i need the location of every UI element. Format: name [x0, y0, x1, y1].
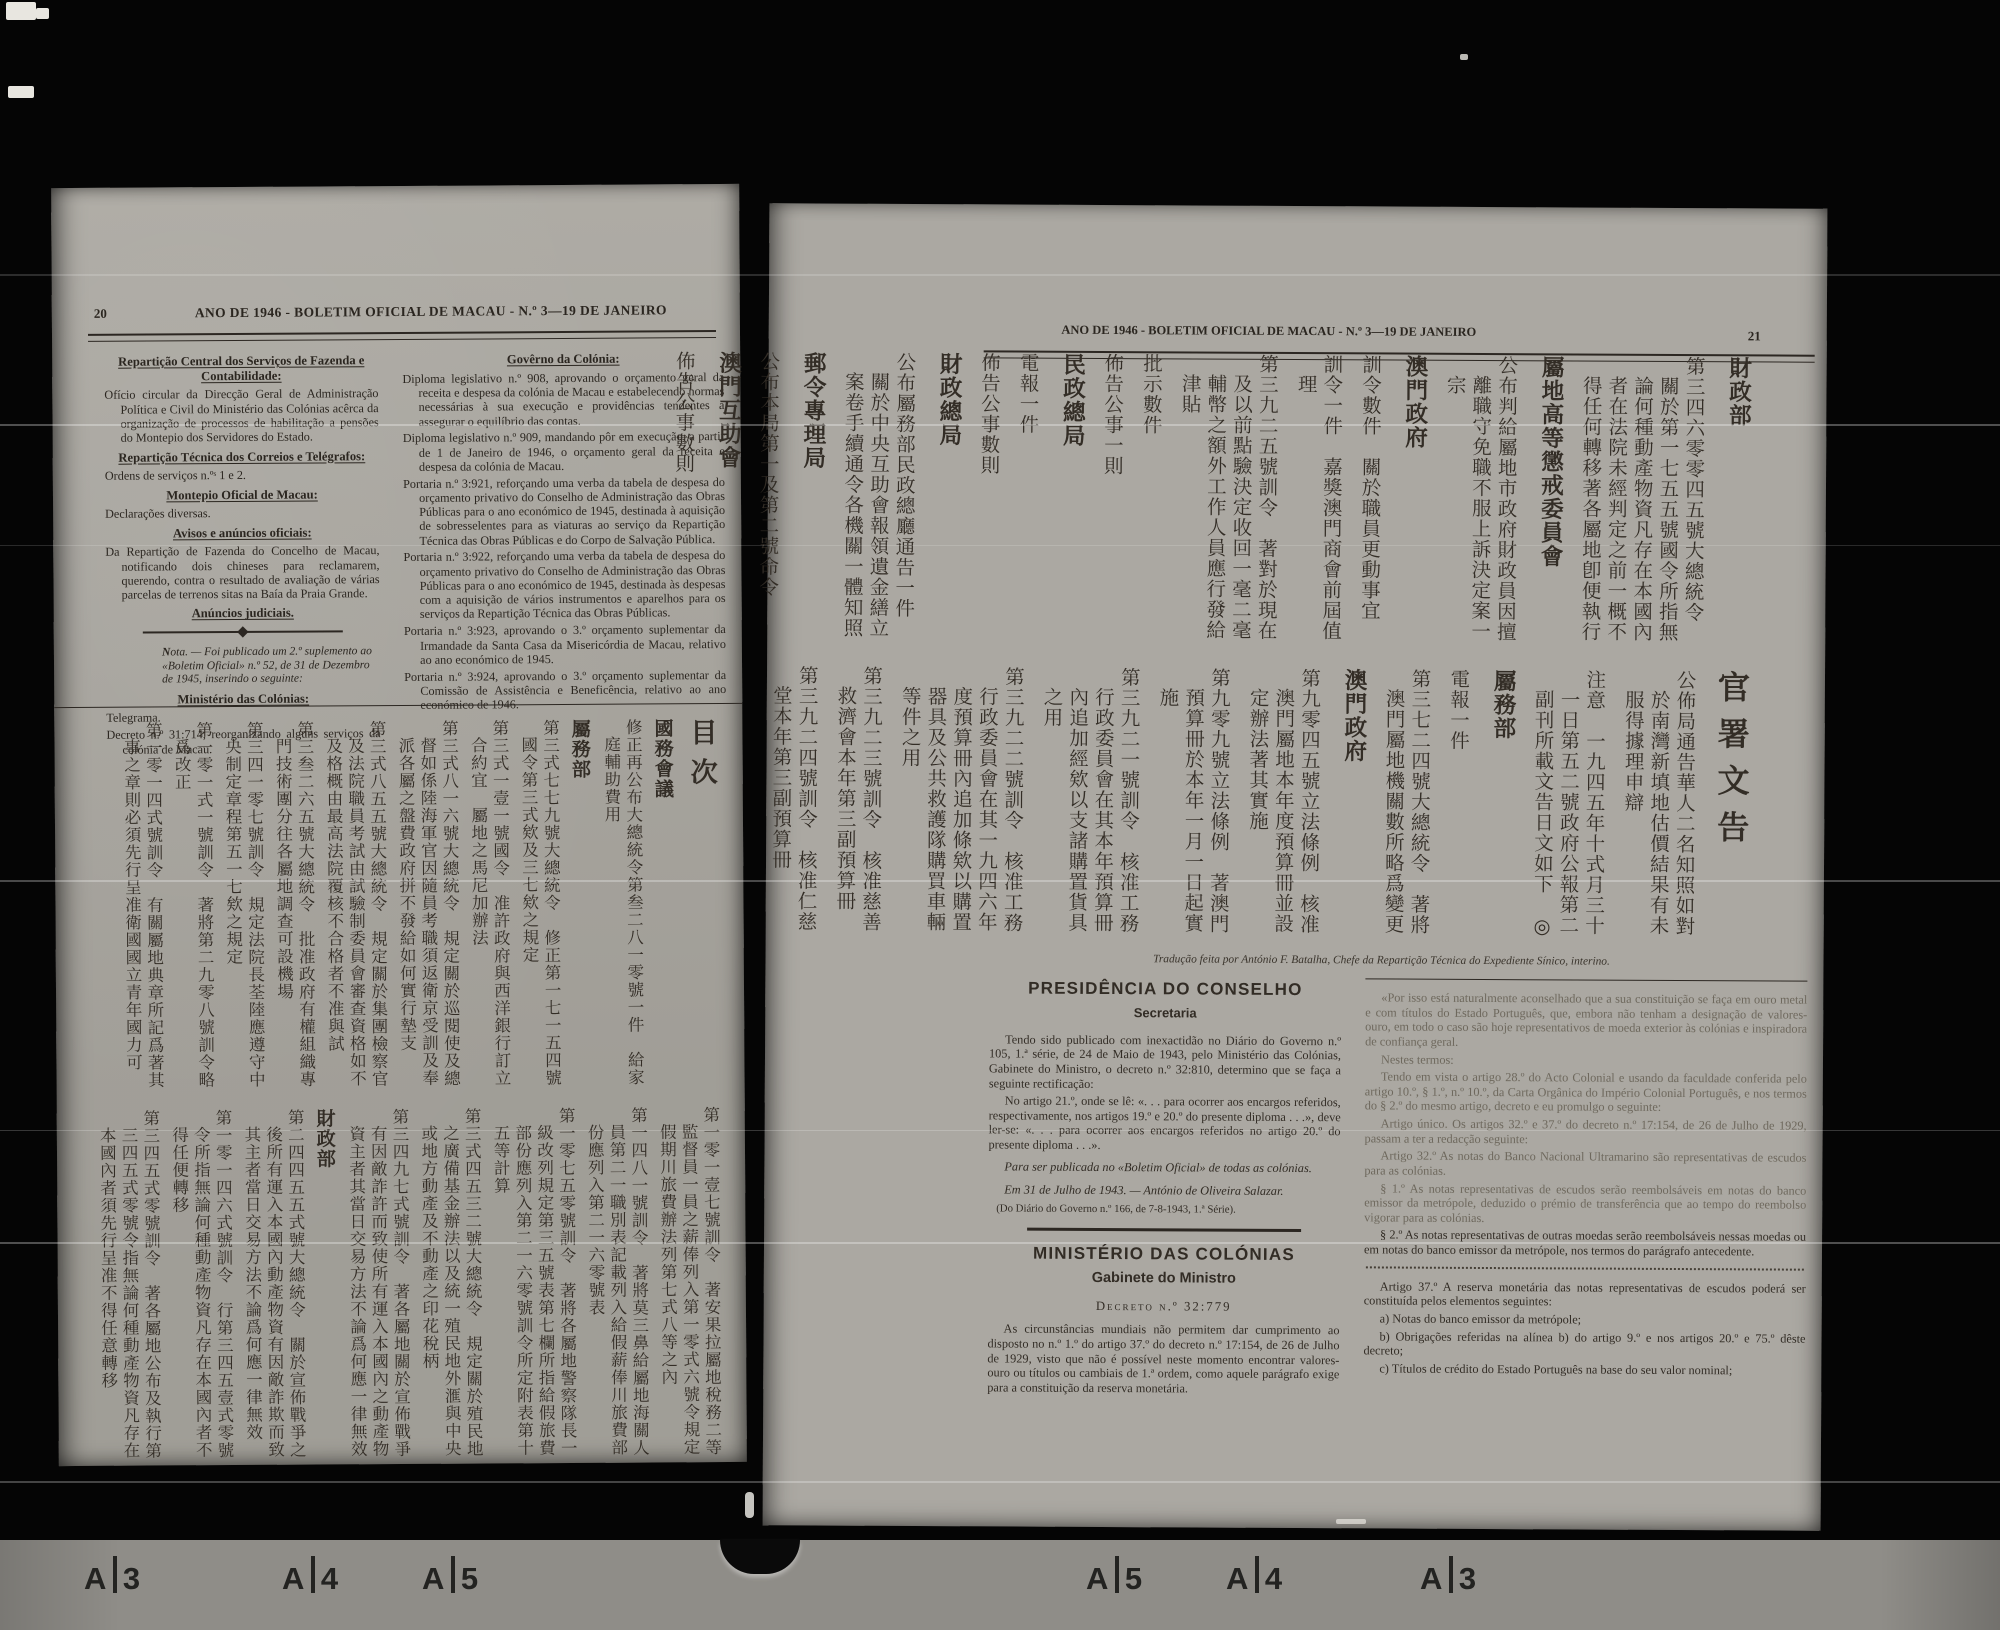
toc-entry: Repartição Central dos Serviços de Fazenda e Contabilidade:: [118, 353, 365, 383]
decree-text-block: Artigo único. Os artigos 32.º e 37.º do decreto n.º 17:154, de 26 de Julho de 1929, passam a ter a redacção seguinte:: [1364, 1116, 1807, 1146]
marker-digit: 4: [1264, 1561, 1284, 1596]
chinese-column-entry: 第三叁二六五號大總統令 批准政府有權組織專門技術團分往各屬地調查可設機場: [273, 720, 316, 1089]
chinese-column-entry: 佈告公事一則: [1100, 352, 1125, 477]
chinese-column-entry: 第三式七七九號大總統令 修正第一七一五四號國令第三式欸及三七欸之規定: [518, 719, 562, 1087]
toc-entry: Portaria n.º 3:921, reforçando uma verba da tabela de despesa do orçamento privativo do Conselho de Administração das Obras Públicas para o ano económico de 1945, destinada à aquisição de sobresselentes para as viaturas ao serviço da Repartição Técnica das Obras Públicas e do Corpo de Salvação Pública.: [403, 474, 726, 548]
film-frame-marker: [1420, 1556, 1477, 1597]
toc-entry: Decreto n.º 31:714, reorganizando alguns serviços da colónia de Macau.: [106, 726, 381, 757]
decree-text-block: Tendo sido publicado com inexactidão no Diário do Governo n.º 105, 1.ª série, de 24 de Maio de 1943, pelo Ministério das Colónias, Gabinete do Ministro, o decreto n.º 32:810, determino que se faça a seguinte rectificação:: [988, 1032, 1342, 1091]
marker-bar-icon: [311, 1556, 315, 1593]
marker-letter: A: [1226, 1561, 1250, 1596]
chinese-column-entry: 第九零四五號立法條例 核准澳門屬地本年度預算冊並設定辦法著其實施: [1245, 668, 1322, 935]
chinese-index-band-lower: [87, 1106, 723, 1460]
decree-text-block: Tendo em vista o artigo 28.º do Acto Colonial e usando da faculdade conferida pelo artigo 10.º, § 1.º, n.º 10.º, da Carta Orgânica do Império Colonial Português, e nos termos do § 2.º do mesmo artigo, decreto e eu promulgo o seguinte:: [1364, 1069, 1807, 1115]
chinese-column-entry: 第三式四五三二號大總統令 規定關於殖民地之廣備基金辦法以及統一殖民地外滙與中央或地方動產及不動產之印花稅柄: [418, 1107, 484, 1458]
right-running-head: [769, 321, 1827, 347]
chinese-column-entry: 第一零一壹七號訓令 著安果拉屬地稅務二等監督員一員之薪俸列入第一零式六號令規定假期川旅費辦法列第七式八等之內: [657, 1106, 722, 1457]
film-frame-marker: [1086, 1556, 1143, 1597]
decree-text-block: Artigo 32.º As notas do Banco Nacional Ultramarino são representativas de escudos para as colónias.: [1364, 1148, 1807, 1178]
chinese-summary-band-lower: [768, 665, 1753, 952]
chinese-column-entry: 佈告公事數則: [977, 352, 1002, 476]
toc-entry: Ofício circular da Direcção Geral de Administração Política e Civil do Ministério das Colónias acêrca da organização de processos de habilitação a pensões do Montepio dos Servidores do Estado.: [104, 386, 379, 445]
chinese-summary-band-upper: [672, 350, 1755, 662]
decree-text-block: PRESIDÊNCIA DO CONSELHO: [1028, 978, 1303, 1000]
marker-bar-icon: [1255, 1556, 1259, 1593]
chinese-column-entry: 第九零九號立法條例 著澳門預算冊於本年一月一日起實施: [1156, 667, 1232, 935]
chinese-column-entry: 注意 一九四五年十式月三十一日第五二號政府公報第二副刊所載文告日文如下 ◎: [1530, 669, 1607, 939]
chinese-column-entry: 澳門政府: [1340, 668, 1368, 763]
chinese-column-entry: 第三四六零零四五號大總統令 關於第一七五五號國令所指無論何種動產物資凡存在本國內者在法院未經判定之前一概不得任何轉移著各屬地卽便執行: [1578, 356, 1706, 644]
chinese-index-band-upper: [84, 718, 720, 1094]
decree-text-block: § 1.º As notas representativas de escudos serão reembolsáveis em notas do banco emissor da metrópole, deduzido o prémio de transferência que ao tempo do reembolso vigorar para as colónias.: [1364, 1180, 1807, 1225]
toc-entry: Portaria n.º 3:922, reforçando uma verba da tabela de despesa do orçamento privativo do Conselho de Administração das Obras Públicas para o ano económico de 1945, destinada às despesas com a aquisição de vários instrumentos e aparelhos para os serviços da Repartição Técnica das Obras Públicas.: [403, 548, 726, 622]
marker-letter: A: [84, 1561, 108, 1596]
toc-entry: Portaria n.º 3:924, aprovando o 3.º orçamento suplementar da Comissão de Assistência e Beneficência, relativo ao ano económico de 1946.: [404, 667, 727, 712]
chinese-column-entry: 公布屬務部民政總廳通告一件 關於中央互助會報領遺金繕立案卷手續通令各機關一體知照: [840, 351, 917, 640]
chinese-column-entry: 第三九二二號訓令 核准工務行政委員會在其一九四六年度預算冊內追加條欸以購置器具及公共救護隊購買車輛等件之用: [898, 666, 1025, 934]
chinese-column-entry: 民政總局: [1059, 352, 1086, 448]
decree-column-right: [1363, 978, 1807, 1402]
portuguese-toc: [104, 346, 726, 759]
decree-text-block: c) Títulos de crédito do Estado Português na base do seu valor nominal;: [1379, 1361, 1733, 1378]
decree-text-block: b) Obrigações referidas na alínea b) do artigo 9.º e nos artigos 20.º e 75.º dêste decreto;: [1363, 1328, 1806, 1358]
chinese-column-entry: 佈告公事數則: [672, 350, 696, 474]
chinese-column-entry: 第一零一四式號訓令 有關屬地典章所記爲著其事之章則必須先行呈准衛國國立青年國力可: [121, 721, 165, 1090]
decree-text-block: No artigo 21.º, onde se lê: «. . . para ocorrer aos encargos referidos, respectivamente, nos artigos 19.º e 20.º do presente diploma . . .», deve ler-se: «. . . para ocorrer aos encargos referidos no artigo 20.º do presente diploma . . .».: [988, 1093, 1341, 1153]
marker-bar-icon: [1115, 1556, 1119, 1593]
right-page-title: ANO DE 1946 - BOLETIM OFICIAL DE MACAU - N.º 3—19 DE JANEIRO: [1061, 322, 1477, 339]
toc-left-column: [104, 348, 381, 759]
film-edge-strip: [0, 1540, 2000, 1630]
decree-column-left: [987, 976, 1341, 1399]
film-speck: [745, 1492, 754, 1518]
marker-digit: 5: [460, 1561, 480, 1596]
marker-digit: 5: [1124, 1561, 1144, 1596]
toc-entry: Diploma legislativo n.º 909, mandando pôr em execução, a partir de 1 de Janeiro de 1946, o orçamento geral da receita e despesa da colónia de Macau.: [402, 429, 725, 474]
toc-entry: Avisos e anúncios oficiais:: [172, 525, 312, 540]
toc-entry: Ministério das Colónias:: [177, 691, 310, 707]
chinese-column-entry: 郵令專理局: [799, 351, 827, 470]
chinese-column-entry: 第三七二四號大總統令 著將澳門屬地機關數所略爲變更: [1381, 668, 1432, 936]
chinese-column-entry: 第三四九七式號訓令 著各屬地關於宣佈戰爭有因敵詐許而致使所有運入本國內之動產物資主者其當日交易方法不論爲何應一律無效: [346, 1107, 411, 1459]
chinese-column-entry: 屬務部: [568, 718, 593, 780]
film-speck: [1336, 1519, 1366, 1524]
film-notch: [720, 1540, 800, 1574]
decree-text-block: [1366, 1266, 1804, 1272]
chinese-column-entry: 公布本局第一及第二號命令: [756, 351, 781, 598]
chinese-column-entry: 第一零一式一號訓令 著將第二九零八號訓令略爲改正: [171, 721, 215, 1089]
chinese-column-entry: 公布判給屬地市政府財政員因擅離職守免職不服上訴決定案一宗: [1443, 355, 1519, 643]
decree-text-block: Gabinete do Ministro: [1091, 1269, 1236, 1287]
toc-entry: Portaria n.º 3:923, aprovando o 3.º orçamento suplementar da Irmandade da Santa Casa da Misericórdia de Macau, relativo ao ano económico de 1945.: [403, 622, 726, 667]
left-head-rule: [88, 330, 716, 342]
marker-digit: 3: [122, 1561, 142, 1596]
right-page-number: 21: [1747, 328, 1761, 344]
toc-entry: Montepio Oficial de Macau:: [166, 487, 318, 502]
chinese-column-entry: 第二四四五五式號大總統令 關於宣佈戰爭之後所有運入本國內動產物資有因敵詐欺而致其主者當日交易方法不論爲何應一律無效: [241, 1108, 307, 1459]
chinese-column-entry: 電報一件: [1016, 352, 1040, 435]
decree-text-block: As circunstâncias mundiais não permitem dar cumprimento ao disposto no n.º 1.º do artigo 37.º do decreto n.º 17:154, de 26 de Julho de 1929, visto que não é possível neste momento encontrar valores-ouro ou títulos ou cambiais de 1.ª ordem, como aquele parágrafo exige para a constituição da reserva monetária.: [987, 1321, 1340, 1396]
left-running-head: [94, 302, 712, 322]
decree-text-block: «Por isso está naturalmente aconselhado que a sua constituição se faça em ouro metal e com títulos do Estado Português, que, embora não tenham a designação de valores-ouro, em todo o caso são hoje representativos de moeda exterior às colónias e inspiradora de confiança geral.: [1365, 990, 1808, 1049]
chinese-column-entry: 第三式八五五號大總統令 規定關於集團檢察官及法院職員考試由試驗制委員會審查資格如不及格概由最高法院覆核不合格者不准與試: [323, 720, 389, 1088]
decree-text-block: § 2.º As notas representativas de outras moedas serão reembolsáveis nessas moedas ou em notas do banco emissor da metrópole, nos termos do parágrafo antecedente.: [1363, 1227, 1807, 1259]
film-speck: [36, 8, 49, 19]
decree-text-block: [1027, 1227, 1302, 1232]
marker-letter: A: [1420, 1561, 1444, 1596]
film-frame-marker: [422, 1556, 479, 1597]
chinese-column-entry: 財政部: [1725, 356, 1752, 428]
decree-text-block: Secretaria: [1133, 1005, 1197, 1021]
toc-entry: Telegrama.: [106, 710, 161, 726]
marker-digit: 3: [1458, 1561, 1478, 1596]
marker-letter: A: [282, 1561, 306, 1596]
toc-entry: Diploma legislativo n.º 908, aprovando o orçamento geral da receita e despesa da colónia de Macau e estabelecendo normas necessárias à sua execução e providências tendentes a assegurar o equilíbrio das contas.: [402, 369, 725, 429]
chinese-column-entry: 第三式八一六號大總統令 規定關於巡閱使及總督如係陸海軍官因隨員考職須返衛京受訓及奉派各屬之盤費政府拼不發給如何實行墊支: [395, 719, 461, 1088]
chinese-column-entry: 修正再公布大總統令第叁二八一零號一件 給家庭輔助費用: [601, 718, 645, 1087]
film-speck: [8, 86, 34, 98]
left-page-title: ANO DE 1946 - BOLETIM OFICIAL DE MACAU - N.º 3—19 DE JANEIRO: [194, 302, 667, 321]
decree-text-block: Decreto n.º 32:779: [1095, 1299, 1232, 1314]
chinese-column-entry: 訓令數件 關於職員更動事宜: [1357, 354, 1383, 621]
chinese-column-entry: 電報一件: [1446, 668, 1471, 751]
left-page: [51, 184, 747, 1466]
film-frame-marker: [1226, 1556, 1283, 1597]
toc-entry: Declarações diversas.: [105, 506, 211, 522]
toc-entry: Repartição Técnica dos Correios e Telégrafos:: [118, 448, 366, 465]
toc-entry: Govêrno da Colónia:: [506, 351, 620, 367]
decree-text-block: Em 31 de Julho de 1943. — António de Oliveira Salazar.: [1004, 1182, 1284, 1199]
decree-text-block: (Do Diário do Governo n.º 166, de 7-8-1943, 1.ª Série).: [996, 1202, 1236, 1216]
portuguese-decrees: [987, 976, 1807, 1402]
chinese-column-entry: 第一零一四六式號訓令 行第三四五壹式零號令所指無論何種動產物資凡存在本國內者不得任便轉移: [169, 1109, 235, 1460]
chinese-column-entry: 第三四一零七號訓令 規定法院長荃陸應遵守中央制定章程第五一七欸之規定: [222, 720, 266, 1089]
toc-entry: [143, 630, 343, 637]
toc-entry: Nota. — Foi publicado um 2.º suplemento ao «Boletim Oficial» n.º 52, de 31 de Dezembro de 1945, inserindo o seguinte:: [161, 644, 372, 686]
chinese-column-entry: 第三四五式零號訓令 著各屬地公布及執行第三四五式零號令指無論何種動產物資凡存在本國內者須先行呈准不得任意轉移: [97, 1109, 162, 1460]
film-frame-marker: [84, 1556, 141, 1597]
marker-letter: A: [1086, 1561, 1110, 1596]
chinese-column-entry: 屬務部: [1489, 669, 1517, 741]
decree-text-block: Nestes termos:: [1380, 1051, 1454, 1067]
toc-entry: Da Repartição de Fazenda do Concelho de Macau, notificando dois chineses para reclamarem, querendo, contra o resultado de avaliação de várias parcelas de terrenos sitas na Baía da Praia Grande.: [105, 543, 380, 602]
translation-note: Tradução feita por António F. Batalha, Chefe da Repartição Técnica do Expediente Sínico, interino.: [1153, 953, 1610, 968]
chinese-column-entry: 澳門互助會: [715, 350, 742, 470]
marker-bar-icon: [113, 1556, 117, 1593]
chinese-column-entry: 澳門政府: [1401, 354, 1429, 450]
marker-letter: A: [422, 1561, 446, 1596]
chinese-column-entry: 目次: [685, 718, 717, 798]
toc-entry: Anúncios judiciais.: [191, 605, 294, 621]
left-page-number: 20: [93, 305, 107, 321]
chinese-column-entry: 第三式一壹一號國令 准許政府與西洋銀行訂立合約宜 屬地之馬尼加辦法: [468, 719, 512, 1087]
toc-entry: Ordens de serviços n.ºˢ 1 e 2.: [104, 468, 246, 484]
decree-text-block: Artigo 37.º A reserva monetária das notas representativas de escudos poderá ser constituída pelos elementos seguintes:: [1363, 1279, 1806, 1309]
chinese-column-entry: 財政部: [313, 1108, 337, 1169]
chinese-column-entry: 屬地高等懲戒委員會: [1537, 355, 1565, 568]
chinese-column-entry: 第一四八一號訓令 著將莫三鼻給屬地海關人員第二一職別表記載列入給假薪俸川旅費部份應列入第二一六零號表: [584, 1106, 650, 1457]
marker-digit: 4: [320, 1561, 340, 1596]
chinese-column-entry: 第三九二五號訓令 著對於現在及以前點驗決定收回一毫二毫輔幣之額外工作人員應行發給津貼: [1178, 353, 1280, 641]
film-speck: [6, 2, 36, 20]
decree-text-block: Para ser publicada no «Boletim Oficial» de todas as colónias.: [1004, 1159, 1312, 1175]
chinese-column-entry: 財政總局: [935, 352, 963, 447]
film-speck: [1460, 54, 1468, 60]
chinese-column-entry: 批示數件: [1139, 353, 1164, 436]
marker-bar-icon: [1449, 1556, 1453, 1593]
decree-text-block: MINISTÉRIO DAS COLÓNIAS: [1033, 1243, 1295, 1264]
chinese-column-entry: 國務會議: [651, 718, 675, 800]
chinese-column-entry: 第三九二四號訓令 核准仁慈堂本年第三副預算冊: [768, 665, 819, 933]
marker-bar-icon: [451, 1556, 455, 1593]
chinese-column-entry: 訓令一件 嘉獎澳門商會前屆值理: [1294, 354, 1344, 642]
chinese-column-entry: 官署文告: [1712, 670, 1752, 857]
decree-text-block: a) Notas do banco emissor da metrópole;: [1379, 1311, 1582, 1327]
chinese-column-entry: 第三九二三號訓令 核准慈善救濟會本年第三副預算冊: [833, 665, 884, 933]
chinese-column-entry: 第三九二一號訓令 核准工務行政委員會在其本年預算冊內追加經欸以支諸購置貨具之用: [1040, 667, 1141, 934]
film-frame-marker: [282, 1556, 339, 1597]
chinese-column-entry: 公佈局通告華人二名知照如對於南灣新填地估價結果有未服得據理申辯: [1621, 669, 1697, 937]
chinese-column-entry: 第一零七五零號訓令 著將各屬地警察隊長一級改列規定第三五號表第七欄所指給假旅費部份應列入第二一六零號訓令所定附表第十五等計算: [490, 1106, 578, 1458]
